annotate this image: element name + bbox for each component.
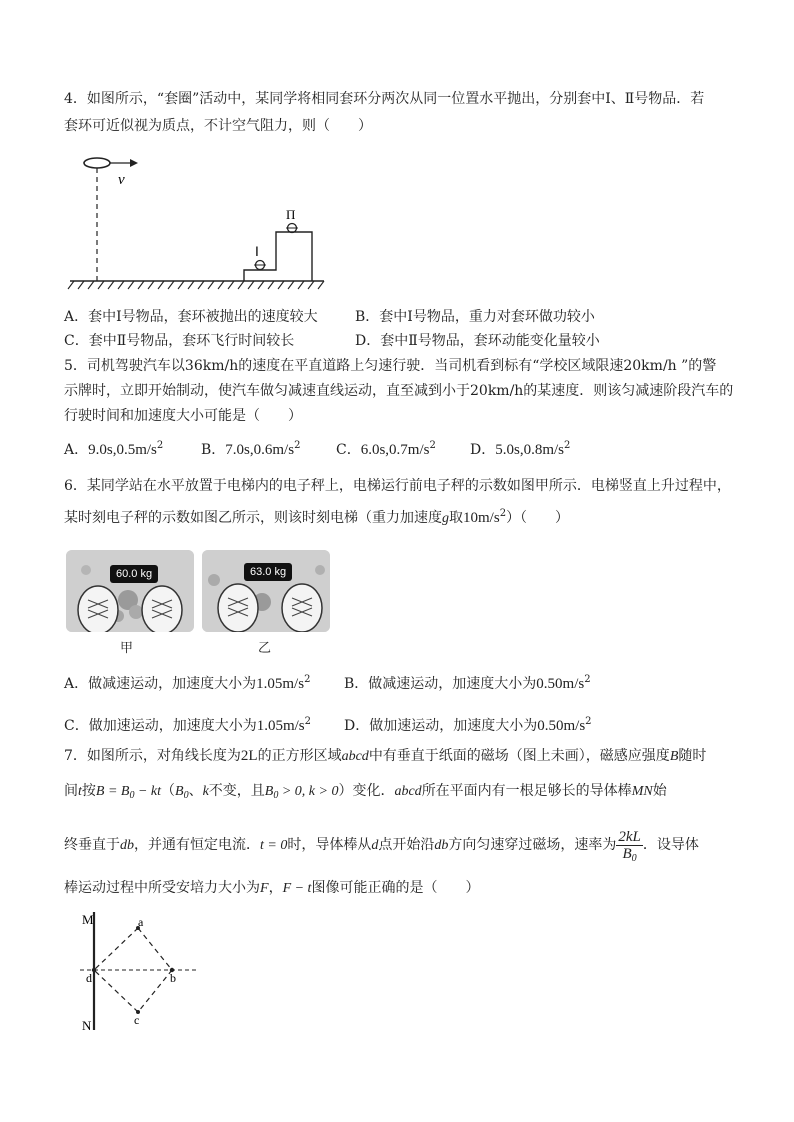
q7-l2-f: （ <box>161 783 176 799</box>
q7-figure-square-field <box>72 908 202 1034</box>
q6-option-c-text: C．做加速运动，加速度大小为 <box>64 718 257 734</box>
label-M: M <box>82 912 94 927</box>
q7-l3-db: db <box>120 838 134 853</box>
q7-stem-line1 <box>64 746 706 767</box>
label-N: N <box>82 1018 92 1033</box>
caption-jia: 甲 <box>120 641 134 656</box>
q6-option-d-exp: 2 <box>585 716 592 727</box>
q6-stem-line1: 6．某同学站在水平放置于电梯内的电子秤上，电梯运行前电子秤的示数如图甲所示．电梯竖直上升过程中， <box>64 478 731 494</box>
q7-l2-a: 间 <box>64 783 78 799</box>
q6-option-c-exp: 2 <box>304 716 312 727</box>
q7-l4-c: ， <box>268 880 283 896</box>
q7-l2-t: t <box>78 784 82 799</box>
item-1-label: Ⅰ <box>255 244 259 259</box>
q7-l2-j: 不变，且 <box>208 783 265 799</box>
velocity-arrow-icon <box>130 159 138 167</box>
q7-l1-e: 中有垂直于纸面的磁场（图上未画），磁感应强度 <box>368 748 670 764</box>
q7-l2-condition: $B_0 > 0$, k > 0 <box>264 784 339 801</box>
q4-option-c[interactable]: C．套中Ⅱ号物品，套环飞行时间较长 <box>64 333 295 349</box>
q5-option-d[interactable] <box>470 440 570 460</box>
q7-l4-Ft: F − t <box>282 881 312 896</box>
label-c: c <box>134 1013 140 1027</box>
q6-option-c[interactable] <box>64 716 311 736</box>
q7-l1-g: 随时 <box>678 748 707 764</box>
q6-option-b[interactable] <box>344 674 591 694</box>
q4-option-a[interactable]: A．套中Ⅰ号物品，套环被抛出的速度较大 <box>64 309 318 325</box>
q5-stem-line1: 5．司机驾驶汽车以36km/h的速度在平直道路上匀速行驶．当司机看到标有“学校区域限速20km/h ”的警 <box>64 358 717 374</box>
label-a: a <box>138 915 144 929</box>
item-2-label: Π <box>286 207 296 222</box>
scale-photo-jia <box>66 550 194 632</box>
q6-option-b-value: 0.50m/s <box>536 676 585 692</box>
q4-option-d[interactable]: D．套中Ⅱ号物品，套环动能变化量较小 <box>355 333 600 349</box>
q7-speed-fraction: $\frac{2kL}{B_0}$ <box>618 828 641 864</box>
q5-stem-line3: 行驶时间和加速度大小可能是（ ） <box>64 408 302 424</box>
q7-l3-i: 方向匀速穿过磁场，速率为 <box>448 837 617 853</box>
q5-option-a-value: 9.0s,0.5m/s <box>88 442 157 458</box>
q7-l2-k: k <box>202 784 209 799</box>
q7-l3-d: d <box>371 838 379 853</box>
q7-l4-F: F <box>260 881 269 896</box>
q7-l3-e: 时，导体棒从 <box>287 837 372 853</box>
q7-l1-2L: 2L <box>240 748 258 764</box>
q5-option-c-value: 6.0s,0.7m/s <box>360 442 430 458</box>
q5-option-b[interactable] <box>201 440 300 460</box>
q5-option-a-exp: 2 <box>156 440 164 451</box>
q6-option-c-value: 1.05m/s <box>256 718 305 734</box>
q7-l3-j: ．设导体 <box>642 837 699 853</box>
q7-l2-MN: MN <box>631 784 653 799</box>
q7-l2-m: ）变化． <box>338 783 395 799</box>
q5-option-d-letter: D． <box>470 442 496 458</box>
q4-stem-line2: 套环可近似视为质点，不计空气阻力，则（ ） <box>64 118 372 134</box>
q5-option-b-letter: B． <box>201 442 226 458</box>
q6-option-b-exp: 2 <box>584 674 591 685</box>
q6-line2-part2: 取 <box>449 510 463 526</box>
q7-l3-c: ，并通有恒定电流． <box>134 837 260 853</box>
q7-l1-c: 的正方形区域 <box>257 748 342 764</box>
q5-option-c-letter: C． <box>336 442 361 458</box>
q7-l3-t0: t = 0 <box>260 838 288 853</box>
q7-stem-line2 <box>64 781 667 802</box>
q5-option-c-exp: 2 <box>429 440 436 451</box>
q6-line2-part3: ）（ ） <box>506 510 570 526</box>
label-b: b <box>170 971 176 985</box>
q6-option-d-text: D．做加速运动，加速度大小为 <box>344 718 538 734</box>
q6-g-symbol: g <box>442 511 449 526</box>
q6-option-d-value: 0.50m/s <box>537 718 586 734</box>
q4-figure-ring-toss <box>62 146 332 294</box>
q6-g-exp: 2 <box>499 508 507 519</box>
q6-option-b-text: B．做减速运动，加速度大小为 <box>344 676 537 692</box>
q7-l2-h: 、 <box>188 783 203 799</box>
scale-readout-jia: 60.0 kg <box>110 565 158 583</box>
q5-option-a-letter: A． <box>64 442 89 458</box>
caption-yi: 乙 <box>258 641 272 656</box>
q7-l3-db2: db <box>434 838 449 853</box>
q7-l2-abcd: abcd <box>394 784 422 799</box>
q7-l3-a: 终垂直于 <box>64 837 120 853</box>
q7-l2-formula: $B = B_0$ − kt <box>95 784 162 801</box>
q7-stem-line4 <box>64 878 479 899</box>
q6-option-a-exp: 2 <box>304 674 311 685</box>
velocity-label: v <box>118 172 125 188</box>
q7-stem-line3 <box>64 825 699 865</box>
q5-option-a[interactable] <box>64 440 163 460</box>
label-d: d <box>86 971 92 985</box>
q7-l3-g: 点开始沿 <box>378 837 435 853</box>
q6-stem-line2 <box>64 508 569 529</box>
q5-option-c[interactable] <box>336 440 436 460</box>
q7-l2-B0: $B_0$ <box>175 784 189 801</box>
q5-option-b-exp: 2 <box>294 440 301 451</box>
q6-option-a-value: 1.05m/s <box>256 676 305 692</box>
scale-readout-yi: 63.0 kg <box>244 563 292 581</box>
q6-g-value: 10m/s <box>463 510 500 526</box>
q4-stem-line1: 4．如图所示，“套圈”活动中，某同学将相同套环分两次从同一位置水平抛出，分别套中Ⅰ、Ⅱ号物品．若 <box>64 91 705 107</box>
q7-l4-e: 图像可能正确的是（ ） <box>311 880 480 896</box>
shoes-icon <box>66 550 194 632</box>
q6-option-a-text: A．做减速运动，加速度大小为 <box>64 676 257 692</box>
q5-stem-line2: 示牌时，立即开始制动，使汽车做匀减速直线运动，直至减到小于20km/h的某速度．则该匀减速阶段汽车的 <box>64 383 734 399</box>
q7-l2-q: 始 <box>652 783 667 799</box>
q7-l2-c: 按 <box>81 783 96 799</box>
q4-option-b[interactable]: B．套中Ⅰ号物品，重力对套环做功较小 <box>355 309 595 325</box>
q7-l1-abcd: abcd <box>341 749 369 764</box>
q7-l4-a: 棒运动过程中所受安培力大小为 <box>64 880 260 896</box>
q5-option-d-exp: 2 <box>564 440 571 451</box>
q7-l2-o: 所在平面内有一根足够长的导体棒 <box>421 783 632 799</box>
q5-option-d-value: 5.0s,0.8m/s <box>495 442 564 458</box>
q6-option-a[interactable] <box>64 674 310 694</box>
ring-icon <box>84 158 110 168</box>
q6-line2-part1: 某时刻电子秤的示数如图乙所示，则该时刻电梯（重力加速度 <box>64 510 442 526</box>
q5-option-b-value: 7.0s,0.6m/s <box>225 442 295 458</box>
q7-l1-B: B <box>669 749 679 764</box>
q6-option-d[interactable] <box>344 716 592 736</box>
q7-l1-a: 7．如图所示，对角线长度为 <box>64 748 241 764</box>
